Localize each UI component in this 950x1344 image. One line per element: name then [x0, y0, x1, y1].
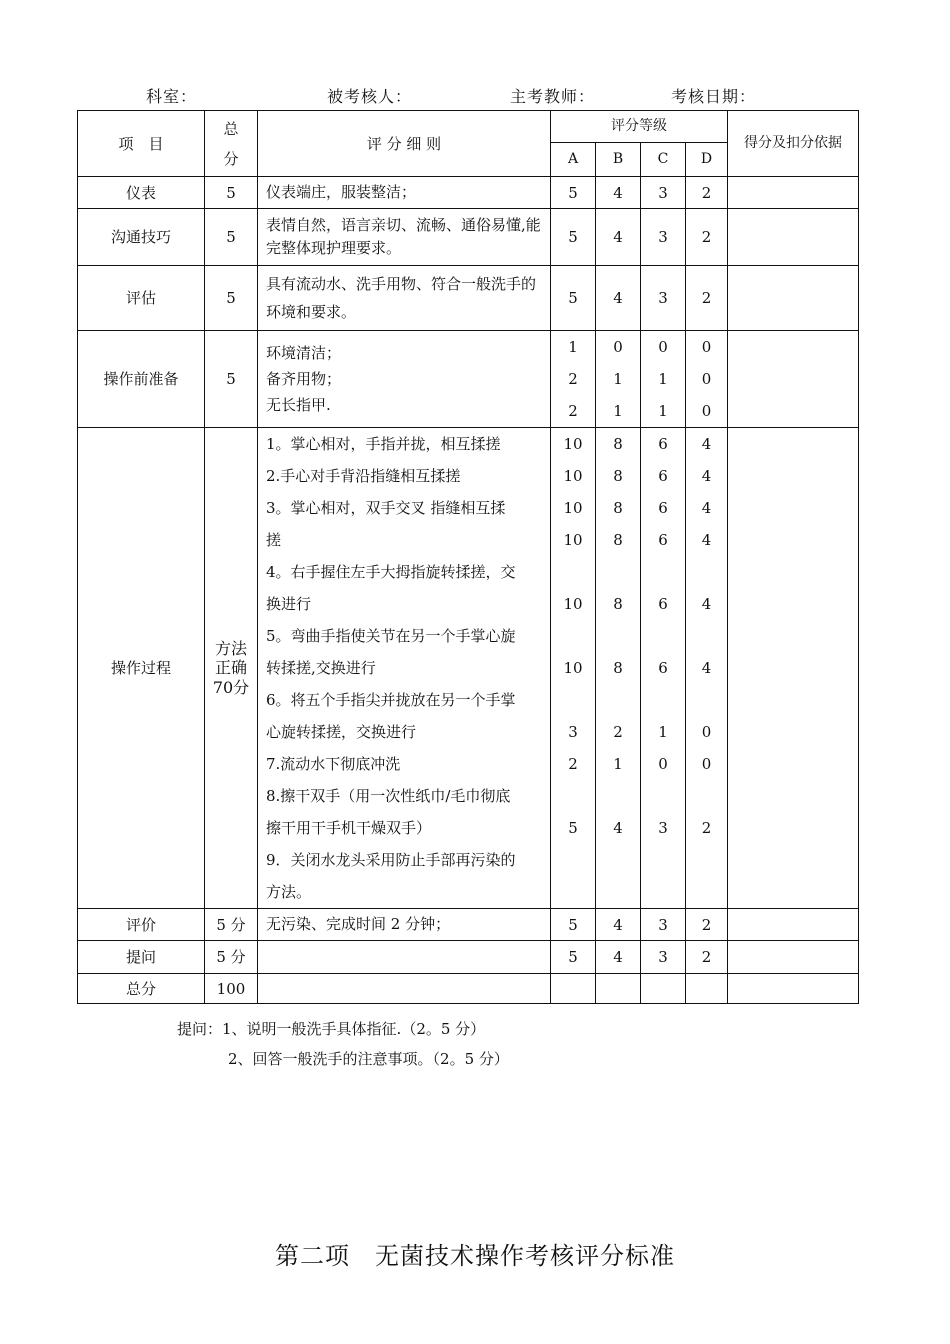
score-c	[641, 974, 686, 1004]
score-b	[596, 974, 641, 1004]
row-total: 5	[205, 266, 258, 331]
score-value: 0	[701, 370, 712, 388]
score-value: 6	[658, 499, 668, 517]
score-value	[641, 620, 685, 652]
row-total: 5	[205, 177, 258, 209]
method-line: 70分	[212, 677, 250, 697]
score-value: 6	[658, 467, 668, 485]
step-line: 5。弯曲手指使关节在另一个手掌心旋	[266, 627, 516, 645]
score-value: 2	[701, 819, 712, 837]
score-value	[596, 556, 640, 588]
score-b	[596, 428, 641, 909]
score-value	[551, 876, 595, 908]
header-remark: 得分及扣分依据	[728, 111, 859, 177]
score-value: 8	[613, 659, 623, 677]
table-row	[78, 941, 859, 974]
score-d	[686, 974, 728, 1004]
score-value	[641, 556, 685, 588]
score-a: 5	[551, 209, 596, 266]
score-value: 10	[563, 435, 583, 453]
table-row	[78, 177, 859, 209]
note-line-2: 2、回答一般洗手的注意事项。（2。5 分）	[228, 1050, 509, 1068]
score-value: 1	[568, 338, 578, 356]
score-c	[641, 331, 686, 428]
score-value: 1	[613, 402, 623, 420]
score-d: 2	[686, 266, 728, 331]
score-c: 3	[641, 909, 686, 941]
score-a: 5	[551, 177, 596, 209]
score-value: 0	[701, 755, 712, 773]
score-value: 10	[563, 659, 583, 677]
score-value	[596, 844, 640, 876]
score-value	[686, 876, 727, 908]
score-b: 4	[596, 209, 641, 266]
row-total: 5 分	[205, 941, 258, 974]
method-line: 正确	[214, 658, 247, 678]
method-cell	[205, 428, 258, 909]
remark-cell	[728, 974, 859, 1004]
prep-rule-1: 环境清洁；	[266, 344, 342, 362]
score-value	[641, 876, 685, 908]
score-value	[551, 844, 595, 876]
score-value: 8	[613, 499, 623, 517]
score-value	[551, 556, 595, 588]
score-value: 1	[658, 370, 668, 388]
score-c: 3	[641, 266, 686, 331]
step-line: 搓	[266, 531, 282, 549]
score-value	[686, 844, 727, 876]
remark-cell	[728, 266, 859, 331]
score-a: 5	[551, 909, 596, 941]
table-row	[78, 209, 859, 266]
score-value: 0	[701, 402, 712, 420]
question-notes	[177, 1014, 509, 1074]
score-value	[686, 684, 727, 716]
row-rule: 具有流动水、洗手用物、符合一般洗手的环境和要求。	[258, 266, 551, 331]
score-value: 0	[613, 338, 623, 356]
score-value: 4	[701, 467, 712, 485]
score-b	[596, 331, 641, 428]
examinee-label: 被考核人：	[327, 87, 413, 106]
remark-cell	[728, 177, 859, 209]
score-value: 5	[568, 819, 578, 837]
score-d: 2	[686, 909, 728, 941]
score-value: 0	[658, 755, 668, 773]
score-value: 4	[613, 819, 623, 837]
score-value: 4	[701, 499, 712, 517]
row-rule	[258, 974, 551, 1004]
procedure-steps	[258, 428, 551, 909]
grade-d: D	[686, 143, 728, 177]
row-item: 操作前准备	[78, 331, 205, 428]
score-value: 0	[701, 723, 712, 741]
step-line: 心旋转揉搓，交换进行	[266, 723, 417, 741]
score-value: 2	[568, 402, 578, 420]
step-line: 7.流动水下彻底冲洗	[266, 755, 401, 773]
step-line: 9．关闭水龙头采用防止手部再污染的	[266, 851, 516, 869]
row-item: 评价	[78, 909, 205, 941]
step-line: 8.擦干双手（用一次性纸巾/毛巾彻底	[266, 787, 511, 805]
score-d	[686, 331, 728, 428]
header-grade: 评分等级	[551, 111, 728, 143]
score-value	[551, 684, 595, 716]
score-value: 3	[658, 819, 668, 837]
score-b: 4	[596, 177, 641, 209]
score-a	[551, 331, 596, 428]
score-a: 5	[551, 266, 596, 331]
step-line: 6。将五个手指尖并拢放在另一个手掌	[266, 691, 516, 709]
remark-cell	[728, 428, 859, 909]
score-value: 4	[701, 435, 712, 453]
exam-date-label: 考核日期：	[671, 87, 757, 106]
row-item: 总分	[78, 974, 205, 1004]
score-b: 4	[596, 941, 641, 974]
table-row	[78, 909, 859, 941]
score-value	[596, 780, 640, 812]
score-value: 6	[658, 595, 668, 613]
score-a: 5	[551, 941, 596, 974]
score-value: 4	[701, 531, 712, 549]
score-value	[686, 556, 727, 588]
table-row	[78, 331, 859, 428]
score-value	[596, 620, 640, 652]
method-line: 方法	[214, 639, 247, 659]
score-value: 1	[658, 723, 668, 741]
row-rule	[258, 941, 551, 974]
score-value	[596, 876, 640, 908]
score-value: 6	[658, 435, 668, 453]
score-value: 0	[701, 338, 712, 356]
score-c	[641, 428, 686, 909]
score-value: 10	[563, 467, 583, 485]
score-value: 8	[613, 435, 623, 453]
remark-cell	[728, 909, 859, 941]
score-value: 8	[613, 467, 623, 485]
score-d: 2	[686, 209, 728, 266]
score-value: 1	[613, 370, 623, 388]
step-line: 擦干用干手机干燥双手）	[266, 819, 432, 837]
score-value: 2	[613, 723, 623, 741]
header-fields	[0, 84, 950, 106]
row-item: 沟通技巧	[78, 209, 205, 266]
score-value: 10	[563, 499, 583, 517]
row-rule: 仪表端庄，服装整洁；	[258, 177, 551, 209]
note-line-1: 提问：1、说明一般洗手具体指征.（2。5 分）	[177, 1020, 486, 1038]
score-c: 3	[641, 209, 686, 266]
score-d: 2	[686, 177, 728, 209]
grade-c: C	[641, 143, 686, 177]
score-d	[686, 428, 728, 909]
row-total: 5	[205, 209, 258, 266]
score-value	[551, 620, 595, 652]
header-total-text: 总分	[223, 119, 239, 168]
score-value: 10	[563, 531, 583, 549]
step-line: 1。掌心相对，手指并拢，相互揉搓	[266, 435, 501, 453]
score-value: 3	[568, 723, 578, 741]
score-value	[641, 684, 685, 716]
row-item: 评估	[78, 266, 205, 331]
score-value: 4	[701, 659, 712, 677]
row-total: 5	[205, 331, 258, 428]
step-line: 转揉搓,交换进行	[266, 659, 376, 677]
score-value: 4	[701, 595, 712, 613]
score-value	[686, 780, 727, 812]
prep-rule-3: 无长指甲.	[266, 396, 331, 414]
header-item: 项 目	[78, 111, 205, 177]
score-b: 4	[596, 909, 641, 941]
next-section-title: 第二项 无菌技术操作考核评分标准	[275, 1242, 675, 1270]
score-value: 2	[568, 370, 578, 388]
prep-rule-2: 备齐用物；	[266, 370, 342, 388]
step-line: 3。掌心相对，双手交叉 指缝相互揉	[266, 499, 506, 517]
row-rule: 表情自然，语言亲切、流畅、通俗易懂,能完整体现护理要求。	[258, 209, 551, 266]
grade-b: B	[596, 143, 641, 177]
row-item: 仪表	[78, 177, 205, 209]
score-value	[596, 684, 640, 716]
score-value: 8	[613, 595, 623, 613]
score-value: 2	[568, 755, 578, 773]
row-total: 5 分	[205, 909, 258, 941]
step-line: 4。右手握住左手大拇指旋转揉搓，交	[266, 563, 516, 581]
score-value	[641, 844, 685, 876]
score-c: 3	[641, 177, 686, 209]
row-item: 操作过程	[78, 428, 205, 909]
score-a	[551, 974, 596, 1004]
step-line: 2.手心对手背沿指缝相互揉搓	[266, 467, 461, 485]
step-line: 换进行	[266, 595, 312, 613]
score-value: 6	[658, 531, 668, 549]
row-total: 100	[205, 974, 258, 1004]
score-d: 2	[686, 941, 728, 974]
remark-cell	[728, 331, 859, 428]
score-value: 0	[658, 338, 668, 356]
score-value	[641, 780, 685, 812]
score-value: 1	[658, 402, 668, 420]
score-value: 8	[613, 531, 623, 549]
score-value	[551, 780, 595, 812]
remark-cell	[728, 209, 859, 266]
score-a	[551, 428, 596, 909]
score-value: 1	[613, 755, 623, 773]
step-line: 方法。	[266, 883, 312, 901]
department-label: 科室：	[146, 87, 198, 106]
header-rules: 评 分 细 则	[258, 111, 551, 177]
grade-a: A	[551, 143, 596, 177]
row-item: 提问	[78, 941, 205, 974]
table-row	[78, 266, 859, 331]
score-b: 4	[596, 266, 641, 331]
remark-cell	[728, 941, 859, 974]
score-value: 10	[563, 595, 583, 613]
score-c: 3	[641, 941, 686, 974]
examiner-label: 主考教师：	[510, 87, 596, 106]
header-total	[205, 111, 258, 177]
row-rule: 无污染、完成时间 2 分钟；	[258, 909, 551, 941]
score-value: 6	[658, 659, 668, 677]
scoring-table	[77, 110, 859, 1004]
table-row	[78, 974, 859, 1004]
score-value	[686, 620, 727, 652]
table-row	[78, 428, 859, 909]
row-rule	[258, 331, 551, 428]
